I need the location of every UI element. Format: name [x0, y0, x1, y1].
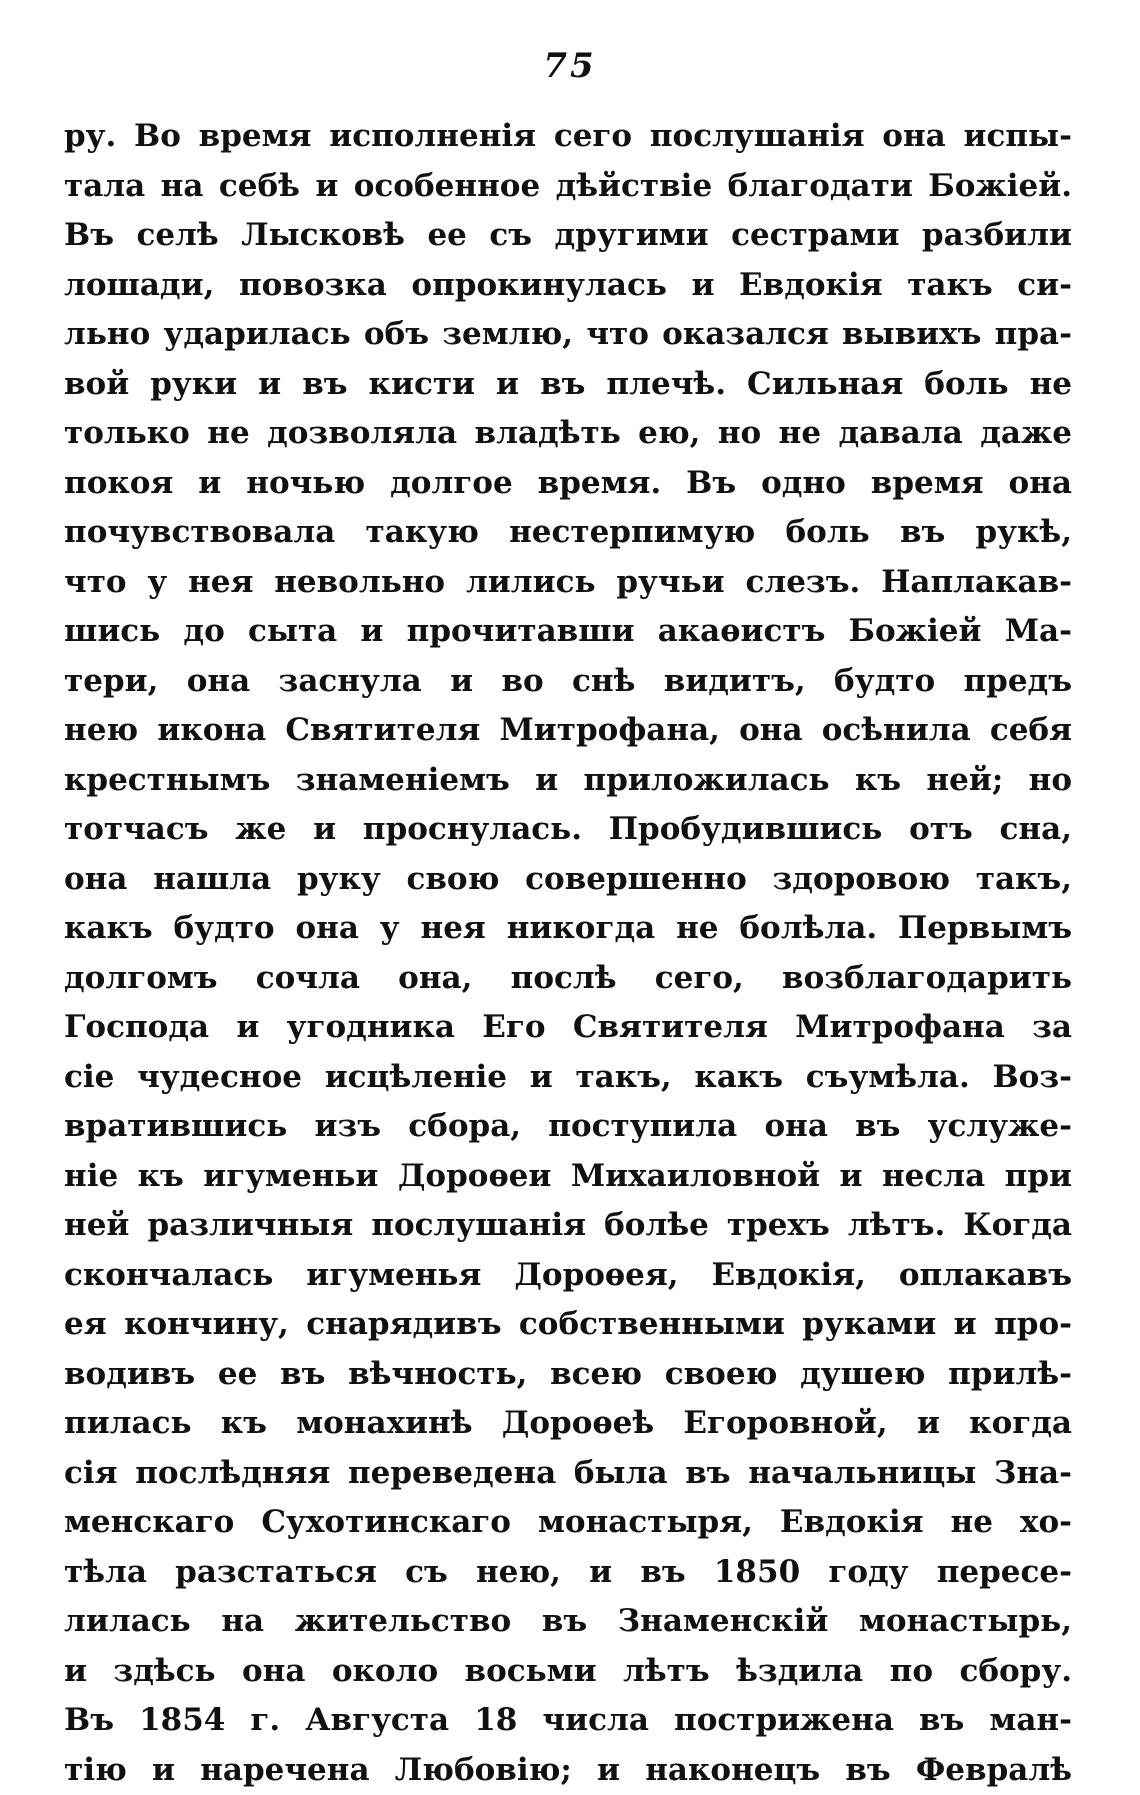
text-line: ру. Во время исполненія сего послушанія она испы-	[64, 112, 1072, 162]
text-line: сія послѣдняя переведена была въ начальницы Зна-	[64, 1449, 1072, 1499]
text-line: какъ будто она у нея никогда не болѣла. Первымъ	[64, 904, 1072, 954]
text-line: и здѣсь она около восьми лѣтъ ѣздила по сбору.	[64, 1647, 1072, 1697]
text-line: Господа и угодника Его Святителя Митрофана за	[64, 1003, 1072, 1053]
text-line: тію и наречена Любовію; и наконецъ въ Февралѣ	[64, 1746, 1072, 1795]
text-line: только не дозволяла владѣть ею, но не давала даже	[64, 409, 1072, 459]
text-line: лошади, повозка опрокинулась и Евдокія такъ си-	[64, 261, 1072, 311]
body-text	[64, 112, 1072, 1795]
text-line: лилась на жительство въ Знаменскій монастырь,	[64, 1597, 1072, 1647]
text-line: Въ селѣ Лысковѣ ее съ другими сестрами разбили	[64, 211, 1072, 261]
text-line: тѣла разстаться съ нею, и въ 1850 году пересе-	[64, 1548, 1072, 1598]
text-line: менскаго Сухотинскаго монастыря, Евдокія не хо-	[64, 1498, 1072, 1548]
text-line: Въ 1854 г. Августа 18 числа пострижена въ ман-	[64, 1696, 1072, 1746]
text-line: тери, она заснула и во снѣ видитъ, будто предъ	[64, 657, 1072, 707]
text-line: что у нея невольно лились ручьи слезъ. Наплакав-	[64, 558, 1072, 608]
text-line: долгомъ сочла она, послѣ сего, возблагодарить	[64, 954, 1072, 1004]
text-line: вой руки и въ кисти и въ плечѣ. Сильная боль не	[64, 360, 1072, 410]
text-line: ея кончину, снарядивъ собственными руками и про-	[64, 1300, 1072, 1350]
text-line: водивъ ее въ вѣчность, всею своею душею прилѣ-	[64, 1350, 1072, 1400]
text-line: пилась къ монахинѣ Дороѳеѣ Егоровной, и когда	[64, 1399, 1072, 1449]
text-line: ней различныя послушанія болѣе трехъ лѣтъ. Когда	[64, 1201, 1072, 1251]
text-line: она нашла руку свою совершенно здоровою такъ,	[64, 855, 1072, 905]
text-line: тала на себѣ и особенное дѣйствіе благодати Божіей.	[64, 162, 1072, 212]
text-line: крестнымъ знаменіемъ и приложилась къ ней; но	[64, 756, 1072, 806]
text-line: скончалась игуменья Дороѳея, Евдокія, оплакавъ	[64, 1251, 1072, 1301]
text-line: покоя и ночью долгое время. Въ одно время она	[64, 459, 1072, 509]
text-line: ніе къ игуменьи Дороѳеи Михаиловной и несла при	[64, 1152, 1072, 1202]
text-line: тотчасъ же и проснулась. Пробудившись отъ сна,	[64, 805, 1072, 855]
text-line: нею икона Святителя Митрофана, она осѣнила себя	[64, 706, 1072, 756]
text-line: льно ударилась объ землю, что оказался вывихъ пра-	[64, 310, 1072, 360]
text-line: сіе чудесное исцѣленіе и такъ, какъ съумѣла. Воз-	[64, 1053, 1072, 1103]
text-line: почувствовала такую нестерпимую боль въ рукѣ,	[64, 508, 1072, 558]
page-number: 75	[0, 46, 1140, 86]
text-line: вратившись изъ сбора, поступила она въ услуже-	[64, 1102, 1072, 1152]
text-line: шись до сыта и прочитавши акаѳистъ Божіей Ма-	[64, 607, 1072, 657]
